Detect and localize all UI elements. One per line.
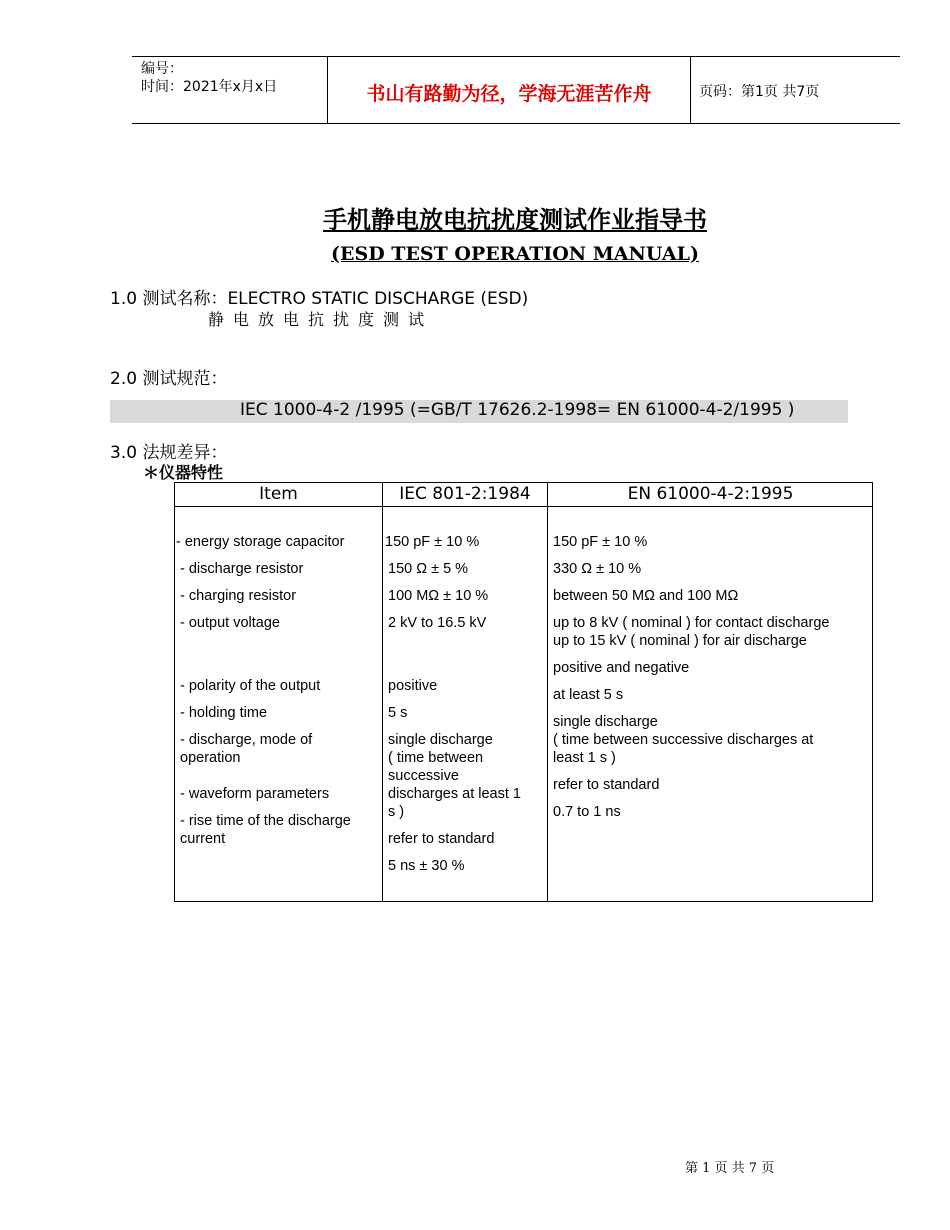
iec-cell: s ) bbox=[388, 804, 405, 820]
item-cell: - rise time of the discharge bbox=[180, 813, 351, 829]
comparison-table bbox=[174, 482, 873, 902]
iec-cell: refer to standard bbox=[388, 831, 495, 847]
item-cell: operation bbox=[180, 750, 241, 766]
en-cell: up to 15 kV ( nominal ) for air discharge bbox=[553, 633, 807, 649]
header-motto-cell bbox=[328, 57, 691, 123]
section-3-heading: 3.0 法规差异： bbox=[110, 443, 228, 463]
document-subtitle: (ESD TEST OPERATION MANUAL) bbox=[331, 243, 699, 265]
item-cell: current bbox=[180, 831, 226, 847]
en-cell: positive and negative bbox=[553, 660, 690, 676]
iec-cell: 5 ns ± 30 % bbox=[388, 858, 465, 874]
header-page-cell bbox=[691, 57, 900, 123]
header-info-cell bbox=[132, 57, 328, 123]
page-code: 页码：第1页 共7页 bbox=[699, 84, 820, 100]
en-cell: single discharge bbox=[553, 714, 658, 730]
en-cell: ( time between successive discharges at bbox=[553, 732, 814, 748]
en-cell: least 1 s ) bbox=[553, 750, 616, 766]
en-cell: 0.7 to 1 ns bbox=[553, 804, 621, 820]
page-footer: 第 1 页 共 7 页 bbox=[685, 1161, 775, 1176]
date-label: 时间：2021年x月x日 bbox=[141, 79, 278, 95]
en-cell: 150 pF ± 10 % bbox=[553, 534, 648, 550]
section-2-heading: 2.0 测试规范： bbox=[110, 369, 228, 389]
en-cell: 330 Ω ± 10 % bbox=[553, 561, 642, 577]
iec-cell: 150 Ω ± 5 % bbox=[388, 561, 469, 577]
header-iec: IEC 801-2:1984 bbox=[399, 484, 531, 504]
table-divider bbox=[547, 483, 548, 901]
header-en: EN 61000-4-2:1995 bbox=[627, 484, 794, 504]
item-cell: - holding time bbox=[180, 705, 268, 721]
en-cell: between 50 MΩ and 100 MΩ bbox=[553, 588, 739, 604]
iec-cell: 100 MΩ ± 10 % bbox=[388, 588, 489, 604]
standard-text: IEC 1000-4-2 /1995 (=GB/T 17626.2-1998= EN 61000-4-2/1995 ) bbox=[240, 400, 795, 420]
iec-cell: discharges at least 1 bbox=[388, 786, 521, 802]
document-title: 手机静电放电抗扰度测试作业指导书 bbox=[323, 206, 707, 234]
iec-cell: ( time between bbox=[388, 750, 484, 766]
item-cell: - waveform parameters bbox=[180, 786, 330, 802]
table-divider bbox=[382, 483, 383, 901]
item-cell: - output voltage bbox=[180, 615, 280, 631]
section-1-subtitle: 静电放电抗扰度测试 bbox=[208, 310, 434, 329]
motto: 书山有路勤为径，学海无涯苦作舟 bbox=[366, 83, 652, 105]
iec-cell: positive bbox=[388, 678, 438, 694]
iec-cell: 150 pF ± 10 % bbox=[385, 534, 480, 550]
table-header-divider bbox=[175, 506, 872, 507]
item-cell: - discharge, mode of bbox=[180, 732, 313, 748]
en-cell: at least 5 s bbox=[553, 687, 624, 703]
item-cell: - energy storage capacitor bbox=[176, 534, 345, 550]
page-header bbox=[132, 56, 900, 124]
iec-cell: 5 s bbox=[388, 705, 408, 721]
section-1-heading: 1.0 测试名称：ELECTRO STATIC DISCHARGE (ESD) bbox=[110, 289, 529, 309]
instrument-characteristics-label: ＊仪器特性 bbox=[143, 463, 224, 482]
en-cell: refer to standard bbox=[553, 777, 660, 793]
iec-cell: single discharge bbox=[388, 732, 493, 748]
iec-cell: successive bbox=[388, 768, 459, 784]
item-cell: - polarity of the output bbox=[180, 678, 321, 694]
iec-cell: 2 kV to 16.5 kV bbox=[388, 615, 487, 631]
en-cell: up to 8 kV ( nominal ) for contact discharge bbox=[553, 615, 830, 631]
header-item: Item bbox=[259, 484, 298, 504]
item-cell: - discharge resistor bbox=[180, 561, 304, 577]
item-cell: - charging resistor bbox=[180, 588, 297, 604]
number-label: 编号： bbox=[141, 61, 183, 77]
